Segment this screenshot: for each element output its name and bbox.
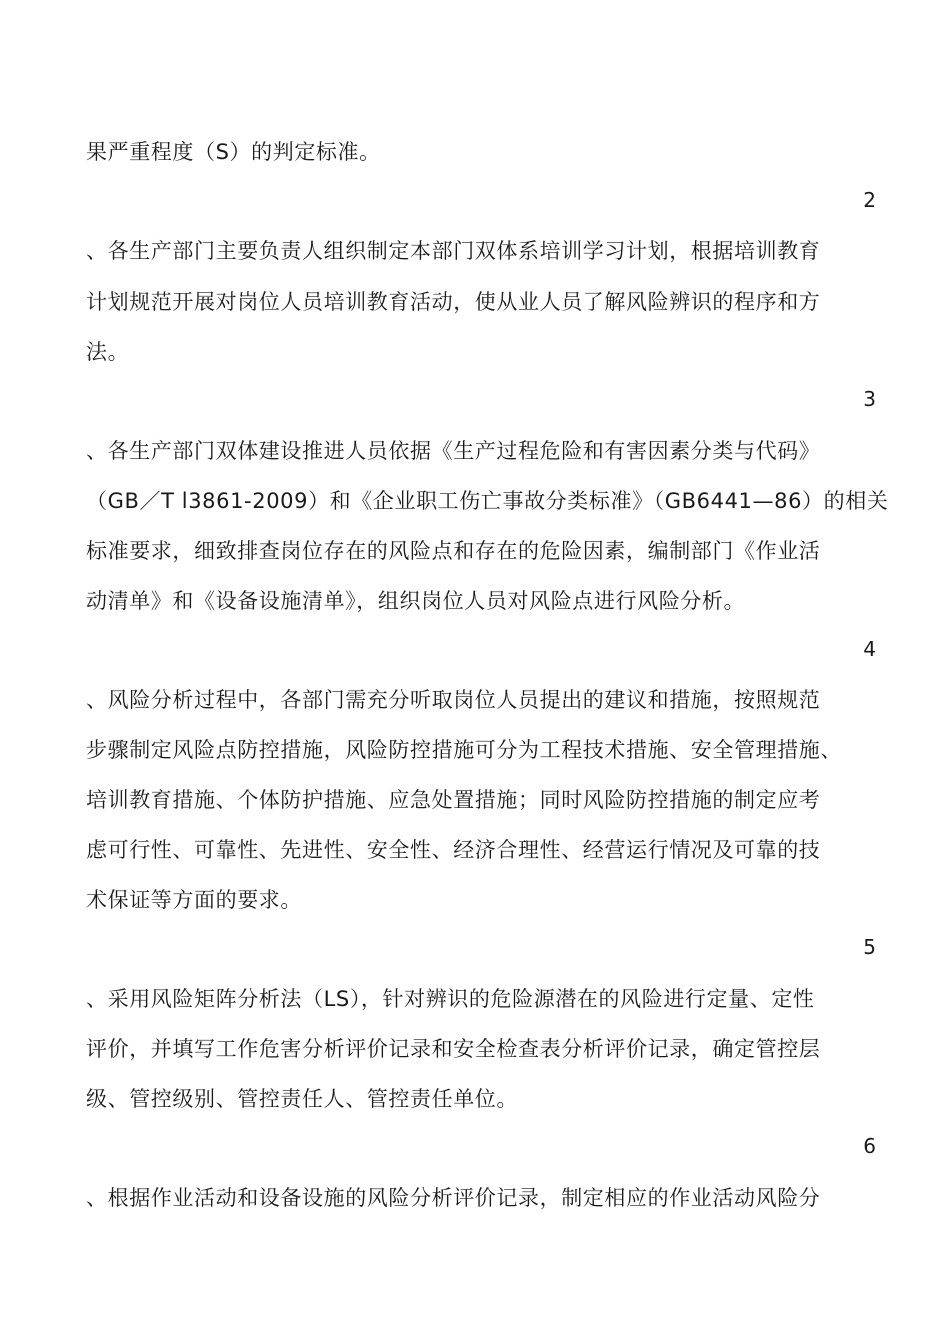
text-line-11: 培训教育措施、个体防护措施、应急处置措施；同时风险防控措施的制定应考 (86, 788, 821, 812)
text-line-7: 标准要求，细致排查岗位存在的风险点和存在的危险因素，编制部门《作业活 (86, 539, 821, 563)
text-line-5: 、各生产部门双体建设推进人员依据《生产过程危险和有害因素分类与代码》 (86, 439, 821, 463)
text-line-14: 、采用风险矩阵分析法（LS），针对辨识的危险源潜在的风险进行定量、定性 (86, 987, 815, 1011)
text-line-6: （GB／T l3861-2009）和《企业职工伤亡事故分类标准》（GB6441—86）的相关 (86, 489, 889, 513)
text-line-3: 计划规范开展对岗位人员培训教育活动，使从业人员了解风险辨识的程序和方 (86, 290, 821, 314)
item-number-5: 5 (863, 935, 876, 959)
item-number-3: 3 (863, 387, 876, 411)
item-number-2: 2 (863, 188, 876, 212)
text-line-4: 法。 (86, 340, 130, 364)
text-line-2: 、各生产部门主要负责人组织制定本部门双体系培训学习计划，根据培训教育 (86, 239, 821, 263)
text-line-9: 、风险分析过程中，各部门需充分听取岗位人员提出的建议和措施，按照规范 (86, 688, 821, 712)
item-number-4: 4 (863, 637, 876, 661)
text-line-13: 术保证等方面的要求。 (86, 888, 302, 912)
text-line-12: 虑可行性、可靠性、先进性、安全性、经济合理性、经营运行情况及可靠的技 (86, 838, 821, 862)
text-line-8: 动清单》和《设备设施清单》，组织岗位人员对风险点进行风险分析。 (86, 589, 746, 613)
text-line-10: 步骤制定风险点防控措施，风险防控措施可分为工程技术措施、安全管理措施、 (86, 738, 842, 762)
text-line-1: 果严重程度（S）的判定标准。 (86, 140, 381, 164)
text-line-16: 级、管控级别、管控责任人、管控责任单位。 (86, 1087, 518, 1111)
text-line-15: 评价，并填写工作危害分析评价记录和安全检查表分析评价记录，确定管控层 (86, 1037, 821, 1061)
item-number-6: 6 (863, 1134, 876, 1158)
text-line-17: 、根据作业活动和设备设施的风险分析评价记录，制定相应的作业活动风险分 (86, 1186, 821, 1210)
